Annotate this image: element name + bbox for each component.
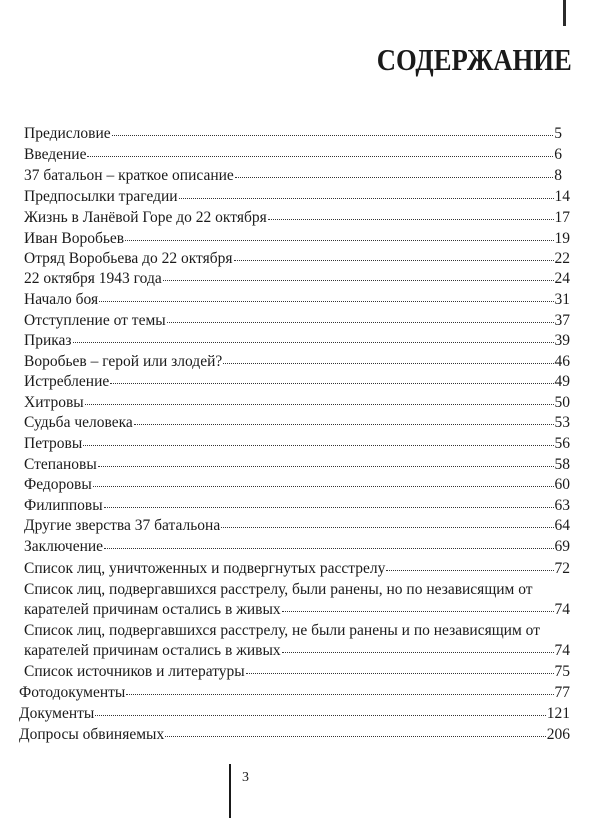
toc-entry-page: 77 xyxy=(554,684,570,701)
toc-entry-page: 39 xyxy=(554,332,570,349)
toc-entry-page: 24 xyxy=(554,270,570,287)
toc-entry-page: 50 xyxy=(554,394,570,411)
leader-dots xyxy=(93,486,554,487)
toc-entry-line1 xyxy=(24,621,570,641)
toc-entry-page: 19 xyxy=(554,230,570,247)
leader-dots xyxy=(268,219,554,220)
toc-entry xyxy=(24,372,570,392)
leader-dots xyxy=(179,198,554,199)
toc-entry-page: 53 xyxy=(554,414,570,431)
toc-entry-page: 64 xyxy=(554,517,570,534)
toc-entry-page: 31 xyxy=(554,291,570,308)
toc-entry xyxy=(24,537,570,557)
page-number: 3 xyxy=(242,770,249,785)
toc-entry-title: 22 октября 1943 года xyxy=(24,270,162,287)
toc-entry-line2 xyxy=(24,600,570,620)
toc-entry-title: Истребление xyxy=(24,373,110,390)
leader-dots xyxy=(234,260,554,261)
toc-entry-title: Другие зверства 37 батальона xyxy=(24,517,221,534)
toc-entry-page: 56 xyxy=(554,435,570,452)
leader-dots xyxy=(282,611,554,612)
leader-dots xyxy=(73,342,554,343)
toc-entry xyxy=(24,393,570,413)
toc-entry-page: 69 xyxy=(554,538,570,555)
toc-entry-title: Филипповы xyxy=(24,497,103,514)
toc-entry-title: Судьба человека xyxy=(24,414,133,431)
leader-dots xyxy=(165,736,546,737)
toc-entry-page: 121 xyxy=(546,705,570,722)
toc-entry xyxy=(24,145,562,165)
toc-entry-title-cont: карателей причинам остались в живых xyxy=(24,642,281,659)
toc-entry-title: Федоровы xyxy=(24,476,92,493)
toc-entry-title: Список источников и литературы xyxy=(24,663,245,680)
toc-entry xyxy=(24,413,570,433)
leader-dots xyxy=(235,177,553,178)
toc-entry-title: Петровы xyxy=(24,435,83,452)
leader-dots xyxy=(134,424,554,425)
toc-entry-title: Иван Воробьев xyxy=(24,230,125,247)
toc-entry-page: 22 xyxy=(554,250,570,267)
toc-entry-page: 46 xyxy=(554,353,570,370)
toc-entry-title: Список лиц, уничтоженных и подвергнутых расстрелу xyxy=(24,560,386,577)
leader-dots xyxy=(167,322,554,323)
toc-entry-page: 5 xyxy=(554,125,562,142)
toc-entry xyxy=(24,208,570,228)
toc-entry-title: 37 батальон – краткое описание xyxy=(24,167,234,184)
toc-entry-title: Предпосылки трагедии xyxy=(24,188,178,205)
leader-dots xyxy=(87,156,553,157)
toc-entry xyxy=(24,166,562,186)
toc-entry-line2 xyxy=(24,641,570,661)
leader-dots xyxy=(112,135,554,136)
page-title: СОДЕРЖАНИЕ xyxy=(376,42,572,77)
leader-dots xyxy=(85,404,554,405)
toc-entry-title: Документы xyxy=(19,705,95,722)
toc-entry xyxy=(24,662,570,682)
toc-entry-title: Воробьев – герой или злодей? xyxy=(24,353,223,370)
toc-entry-page: 6 xyxy=(554,146,562,163)
toc-entry-title: Список лиц, подвергавшихся расстрелу, были ранены, но по независящим от xyxy=(24,581,533,598)
toc-entry-title: Список лиц, подвергавшихся расстрелу, не были ранены и по независящим от xyxy=(24,622,540,639)
toc-entry-page: 75 xyxy=(554,663,570,680)
toc-entry-page: 60 xyxy=(554,476,570,493)
toc-entry-title-cont: карателей причинам остались в живых xyxy=(24,601,281,618)
leader-dots xyxy=(83,445,553,446)
toc-entry-title: Фотодокументы xyxy=(19,684,126,701)
toc-entry xyxy=(24,311,570,331)
leader-dots xyxy=(104,548,553,549)
toc-entry xyxy=(24,187,570,207)
toc-entry-page: 17 xyxy=(554,209,570,226)
leader-dots xyxy=(282,652,554,653)
toc-entry-title: Предисловие xyxy=(24,125,111,142)
toc-entry-page: 74 xyxy=(554,601,570,618)
toc-entry-title: Начало боя xyxy=(24,291,99,308)
toc-entry-page: 63 xyxy=(554,497,570,514)
toc-entry-page: 74 xyxy=(554,642,570,659)
toc-entry xyxy=(24,352,570,372)
toc-entry-title: Допросы обвиняемых xyxy=(19,726,165,743)
leader-dots xyxy=(95,715,545,716)
leader-dots xyxy=(163,280,554,281)
toc-entry xyxy=(19,725,570,745)
toc-entry-page: 72 xyxy=(554,560,570,577)
toc-entry xyxy=(24,516,570,536)
toc-entry xyxy=(24,331,570,351)
toc-entry-title: Хитровы xyxy=(24,394,84,411)
toc-entry xyxy=(19,704,570,724)
toc-entry-title: Введение xyxy=(24,146,87,163)
toc-entry xyxy=(24,496,570,516)
toc-entry xyxy=(24,455,570,475)
toc-entry xyxy=(24,290,570,310)
toc-entry xyxy=(24,229,570,249)
toc-entry-page: 206 xyxy=(546,726,570,743)
toc-entry xyxy=(19,683,570,703)
leader-dots xyxy=(104,507,554,508)
toc-entry-page: 49 xyxy=(554,373,570,390)
leader-dots xyxy=(386,570,553,571)
toc-entry-page: 37 xyxy=(554,312,570,329)
leader-dots xyxy=(125,240,553,241)
toc-entry-title: Отступление от темы xyxy=(24,312,166,329)
toc-entry-page: 14 xyxy=(554,188,570,205)
toc-entry-line1 xyxy=(24,580,570,600)
toc-entry xyxy=(24,475,570,495)
toc-entry-title: Заключение xyxy=(24,538,104,555)
toc-entry xyxy=(24,559,570,579)
toc-entry-title: Отряд Воробьева до 22 октября xyxy=(24,250,233,267)
leader-dots xyxy=(246,673,554,674)
toc-entry-title: Приказ xyxy=(24,332,72,349)
toc-entry-page: 58 xyxy=(554,456,570,473)
leader-dots xyxy=(223,363,553,364)
leader-dots xyxy=(99,301,553,302)
leader-dots xyxy=(110,383,553,384)
toc-entry xyxy=(24,124,562,144)
toc-entry xyxy=(24,249,570,269)
toc-entry-title: Степановы xyxy=(24,456,97,473)
leader-dots xyxy=(126,694,553,695)
toc-entry xyxy=(24,434,570,454)
footer-rule xyxy=(229,764,231,818)
toc-entry xyxy=(24,269,570,289)
leader-dots xyxy=(221,527,553,528)
toc-entry-page: 8 xyxy=(554,167,562,184)
leader-dots xyxy=(98,466,554,467)
toc-entry-title: Жизнь в Ланёвой Горе до 22 октября xyxy=(24,209,267,226)
